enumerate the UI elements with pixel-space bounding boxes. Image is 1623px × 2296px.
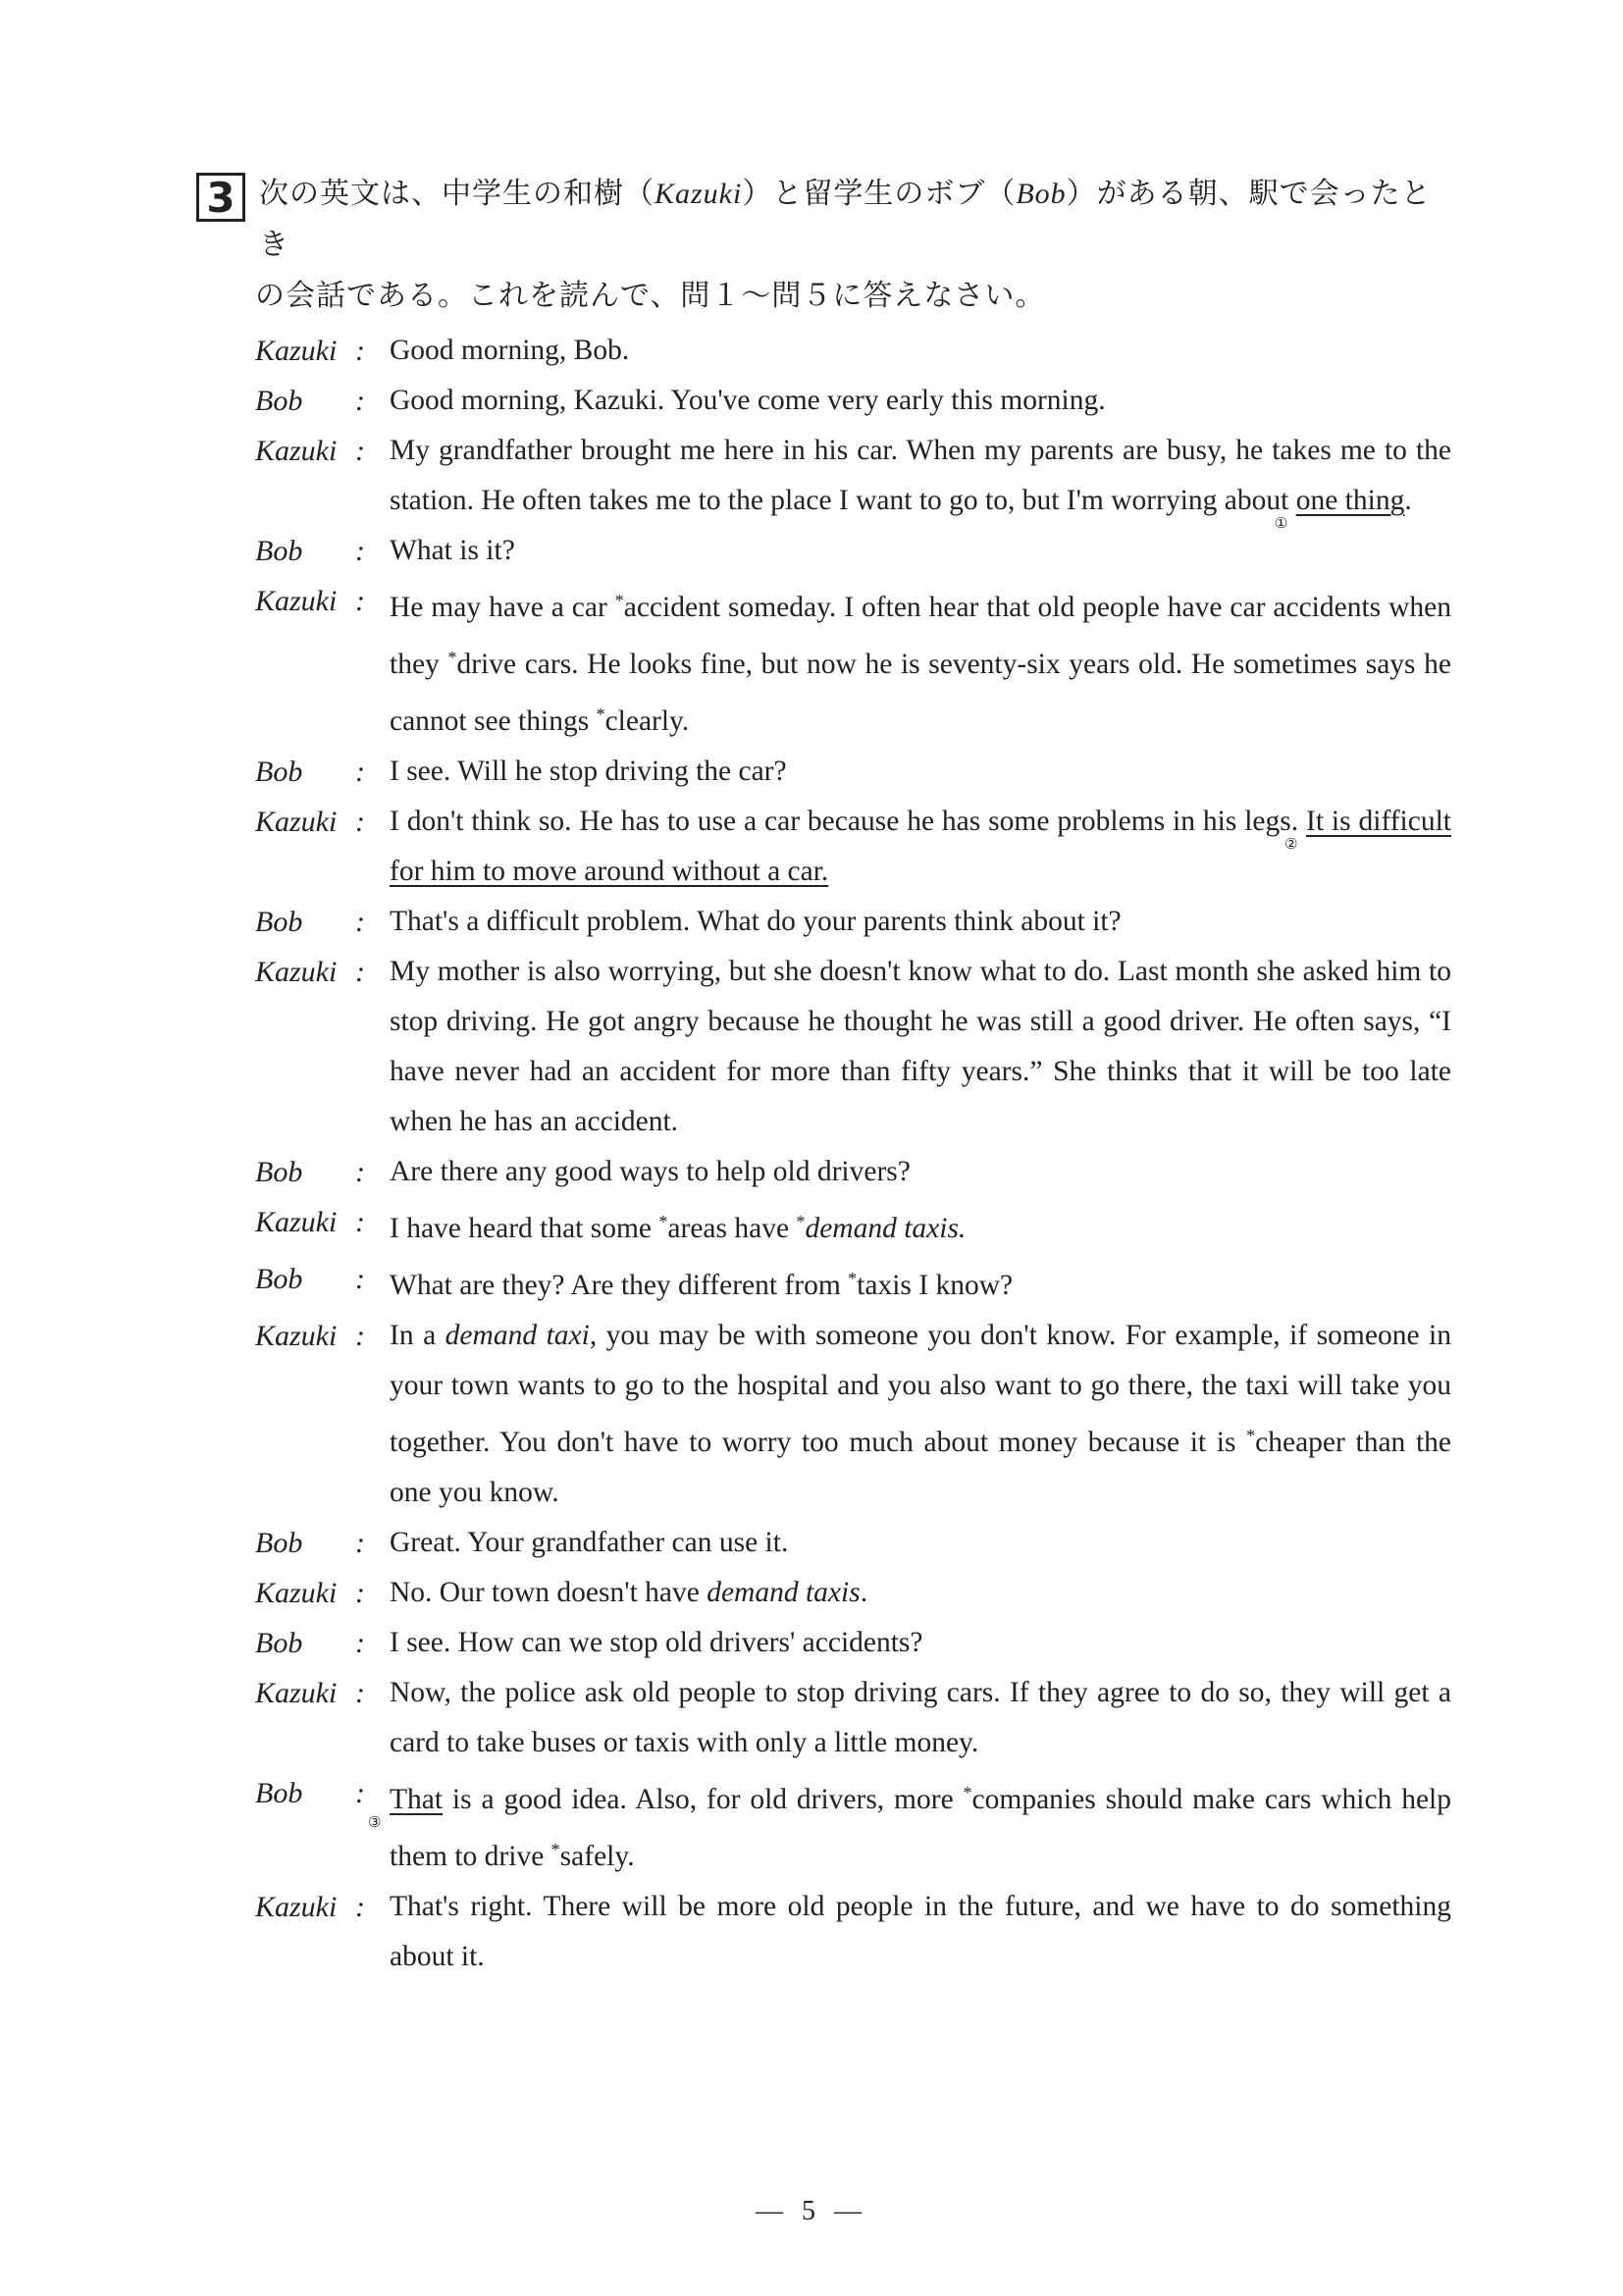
- underline-marker-1: ①: [1274, 514, 1288, 532]
- speaker-label: Kazuki: [255, 585, 338, 617]
- speech: [390, 1618, 1451, 1668]
- speech: [390, 1518, 1451, 1568]
- speech: [390, 1254, 1451, 1311]
- speech: [390, 576, 1451, 747]
- speech: [390, 1882, 1451, 1982]
- speaker-label: Kazuki: [255, 1891, 338, 1923]
- speaker-label: Kazuki: [255, 1577, 338, 1609]
- speaker-colon: :: [355, 906, 365, 938]
- speech-text: cheaper than the one you know.: [390, 1427, 1451, 1508]
- underlined-phrase-3: [368, 1784, 444, 1831]
- speaker-colon: :: [355, 1263, 365, 1295]
- italic-term: demand taxis: [707, 1577, 861, 1608]
- speech-text: That's right. There will be more old people in the future, and we have to do something about it.: [390, 1891, 1451, 1972]
- speaker-colon: :: [355, 1156, 365, 1188]
- speaker-colon: :: [355, 535, 365, 567]
- speaker-label: Kazuki: [255, 1677, 338, 1709]
- underline-marker-3: ③: [368, 1813, 382, 1831]
- underlined-text: That: [390, 1784, 444, 1815]
- glossary-asterisk: *: [596, 704, 605, 724]
- speaker-label: Kazuki: [255, 806, 338, 838]
- dialogue-turn: [255, 1568, 1452, 1618]
- speaker-label: Bob: [255, 906, 303, 938]
- speech-text: .: [1404, 485, 1412, 516]
- glossary-asterisk: *: [658, 1212, 668, 1231]
- dialogue-turn: [255, 526, 1452, 576]
- speech: [390, 376, 1451, 426]
- dialogue-turn: [255, 1768, 1452, 1882]
- glossary-asterisk: *: [848, 1269, 858, 1288]
- speaker-label: Bob: [255, 385, 303, 417]
- speech-text: Now, the police ask old people to stop driving cars. If they agree to do so, they will get a card to take buses or taxis with only a little money.: [390, 1677, 1451, 1758]
- instruction-name-bob: Bob: [1016, 178, 1067, 210]
- page-number: — 5 —: [756, 2196, 867, 2226]
- speech-text: I have heard that some: [390, 1213, 659, 1244]
- italic-term: demand taxis.: [805, 1213, 967, 1244]
- speech-text: I don't think so. He has to use a car because he has some problems in his legs.: [390, 806, 1306, 837]
- speaker-colon: :: [355, 585, 365, 617]
- underlined-text: one thing: [1295, 485, 1405, 516]
- speech: [390, 1147, 1451, 1197]
- speaker-colon: :: [355, 335, 365, 367]
- speech: [390, 426, 1451, 532]
- speech-text: That's a difficult problem. What do your parents think about it?: [390, 906, 1122, 937]
- speech-text: Good morning, Kazuki. You've come very early this morning.: [390, 385, 1106, 416]
- speech-text: safely.: [559, 1841, 635, 1872]
- dialogue-turn: [255, 576, 1452, 747]
- speaker-colon: :: [355, 1891, 365, 1923]
- speech-text: accident someday. I often hear that old people have car accidents when they: [390, 592, 1451, 680]
- dialogue-turn: [255, 326, 1452, 376]
- speech-text: Great. Your grandfather can use it.: [390, 1527, 789, 1558]
- speech: [390, 1668, 1451, 1768]
- speech-text: I see. How can we stop old drivers' accidents?: [390, 1627, 923, 1658]
- speech-text: drive cars. He looks fine, but now he is seventy-six years old. He sometimes says he cannot see things: [390, 649, 1451, 737]
- speech-text: taxis I know?: [857, 1270, 1014, 1301]
- dialogue-turn: [255, 897, 1452, 947]
- glossary-asterisk: *: [963, 1783, 972, 1802]
- speech-text: clearly.: [604, 705, 690, 737]
- speaker-label: Kazuki: [255, 435, 338, 467]
- question-number-box: 3: [196, 173, 245, 222]
- glossary-asterisk: *: [614, 591, 624, 610]
- speaker-colon: :: [355, 435, 365, 467]
- speaker-colon: :: [355, 1577, 365, 1609]
- dialogue-turn: [255, 1254, 1452, 1311]
- speaker-colon: :: [355, 756, 365, 788]
- speaker-label: Kazuki: [255, 1320, 338, 1352]
- italic-term: demand taxi: [445, 1320, 590, 1351]
- speech-text: companies should make cars which help them to drive: [390, 1784, 1451, 1872]
- speaker-colon: :: [355, 1677, 365, 1709]
- speech-text: No. Our town doesn't have: [390, 1577, 707, 1608]
- instruction-name-kazuki: Kazuki: [654, 178, 743, 210]
- speaker-label: Bob: [255, 1156, 303, 1188]
- speech: [390, 897, 1451, 947]
- instruction-part: ）と留学生のボブ（: [742, 177, 1017, 211]
- speaker-colon: :: [355, 385, 365, 417]
- speaker-label: Bob: [255, 535, 303, 567]
- speaker-label: Bob: [255, 1263, 303, 1295]
- dialogue-turn: [255, 376, 1452, 426]
- underlined-text: It is difficult for him to move around without a car.: [390, 806, 1451, 887]
- glossary-asterisk: *: [550, 1840, 560, 1859]
- speech-text: In a: [390, 1320, 445, 1351]
- instruction-line-2: の会話である。これを読んで、問１～問５に答えなさい。: [255, 279, 1046, 313]
- speaker-colon: :: [355, 1627, 365, 1659]
- dialogue-turn: [255, 1668, 1452, 1768]
- speech-text: .: [860, 1577, 868, 1608]
- speech: [390, 947, 1451, 1147]
- speaker-colon: :: [355, 956, 365, 988]
- speech-text: , you may be with someone you don't know. For example, if someone in your town wants to go to the hospital and you also want to go there, the taxi will take you together. You don't have to worry too much about money because it is: [390, 1320, 1451, 1458]
- speech-text: areas have: [667, 1213, 797, 1244]
- speech: [390, 747, 1451, 797]
- instruction-text: [255, 169, 1456, 322]
- speaker-label: Bob: [255, 756, 303, 788]
- speaker-colon: :: [355, 1206, 365, 1238]
- speaker-colon: :: [355, 1320, 365, 1352]
- speech: [390, 1197, 1451, 1254]
- dialogue-turn: [255, 426, 1452, 532]
- speech-text: Good morning, Bob.: [390, 335, 630, 366]
- speech: [390, 797, 1451, 897]
- dialogue-turn: [255, 1618, 1452, 1668]
- speech: [390, 1311, 1451, 1518]
- glossary-asterisk: *: [1246, 1426, 1256, 1445]
- speech-text: is a good idea. Also, for old drivers, more: [443, 1784, 964, 1815]
- dialogue-turn: [255, 747, 1452, 797]
- speech-text: He may have a car: [390, 592, 615, 623]
- instruction-part: 次の英文は、中学生の和樹（: [259, 177, 654, 211]
- speaker-label: Kazuki: [255, 335, 338, 367]
- speech-text: What is it?: [390, 535, 515, 566]
- speech-text: My grandfather brought me here in his car. When my parents are busy, he takes me to the station. He often takes me to the place I want to go to, but I'm worrying about: [390, 435, 1451, 516]
- speaker-label: Kazuki: [255, 956, 338, 988]
- speaker-colon: :: [355, 1527, 365, 1559]
- dialogue-turn: [255, 1197, 1452, 1254]
- dialogue-turn: [255, 1147, 1452, 1197]
- speech-text: I see. Will he stop driving the car?: [390, 756, 787, 787]
- glossary-asterisk: *: [447, 648, 457, 667]
- dialogue-turn: [255, 947, 1452, 1147]
- glossary-asterisk: *: [796, 1212, 806, 1231]
- speaker-colon: :: [355, 806, 365, 838]
- speaker-label: Bob: [255, 1777, 303, 1809]
- speaker-colon: :: [355, 1777, 365, 1809]
- dialogue-turn: [255, 1518, 1452, 1568]
- instruction-part: ）がある朝、駅で会ったとき: [259, 177, 1432, 262]
- speech-text: Are there any good ways to help old drivers?: [390, 1156, 911, 1187]
- speaker-label: Kazuki: [255, 1206, 338, 1238]
- speech-text: What are they? Are they different from: [390, 1270, 849, 1301]
- speaker-label: Bob: [255, 1527, 303, 1559]
- dialogue-turn: [255, 797, 1452, 897]
- speaker-label: Bob: [255, 1627, 303, 1659]
- speech: [390, 1568, 1451, 1618]
- speech-text: My mother is also worrying, but she doesn't know what to do. Last month she asked him to stop driving. He got angry because he thought he was still a good driver. He often says, “I have never had an accident for more than fifty years.” She thinks that it will be too late when he has an accident.: [390, 956, 1451, 1137]
- dialogue-turn: [255, 1311, 1452, 1518]
- speech: [368, 1768, 1451, 1882]
- speech: [390, 326, 1451, 376]
- underlined-phrase-1: [1274, 485, 1405, 532]
- dialogue-turn: [255, 1882, 1452, 1982]
- speech: [390, 526, 1451, 576]
- dialogue: [255, 326, 1452, 1982]
- underline-marker-2: ②: [1284, 835, 1298, 853]
